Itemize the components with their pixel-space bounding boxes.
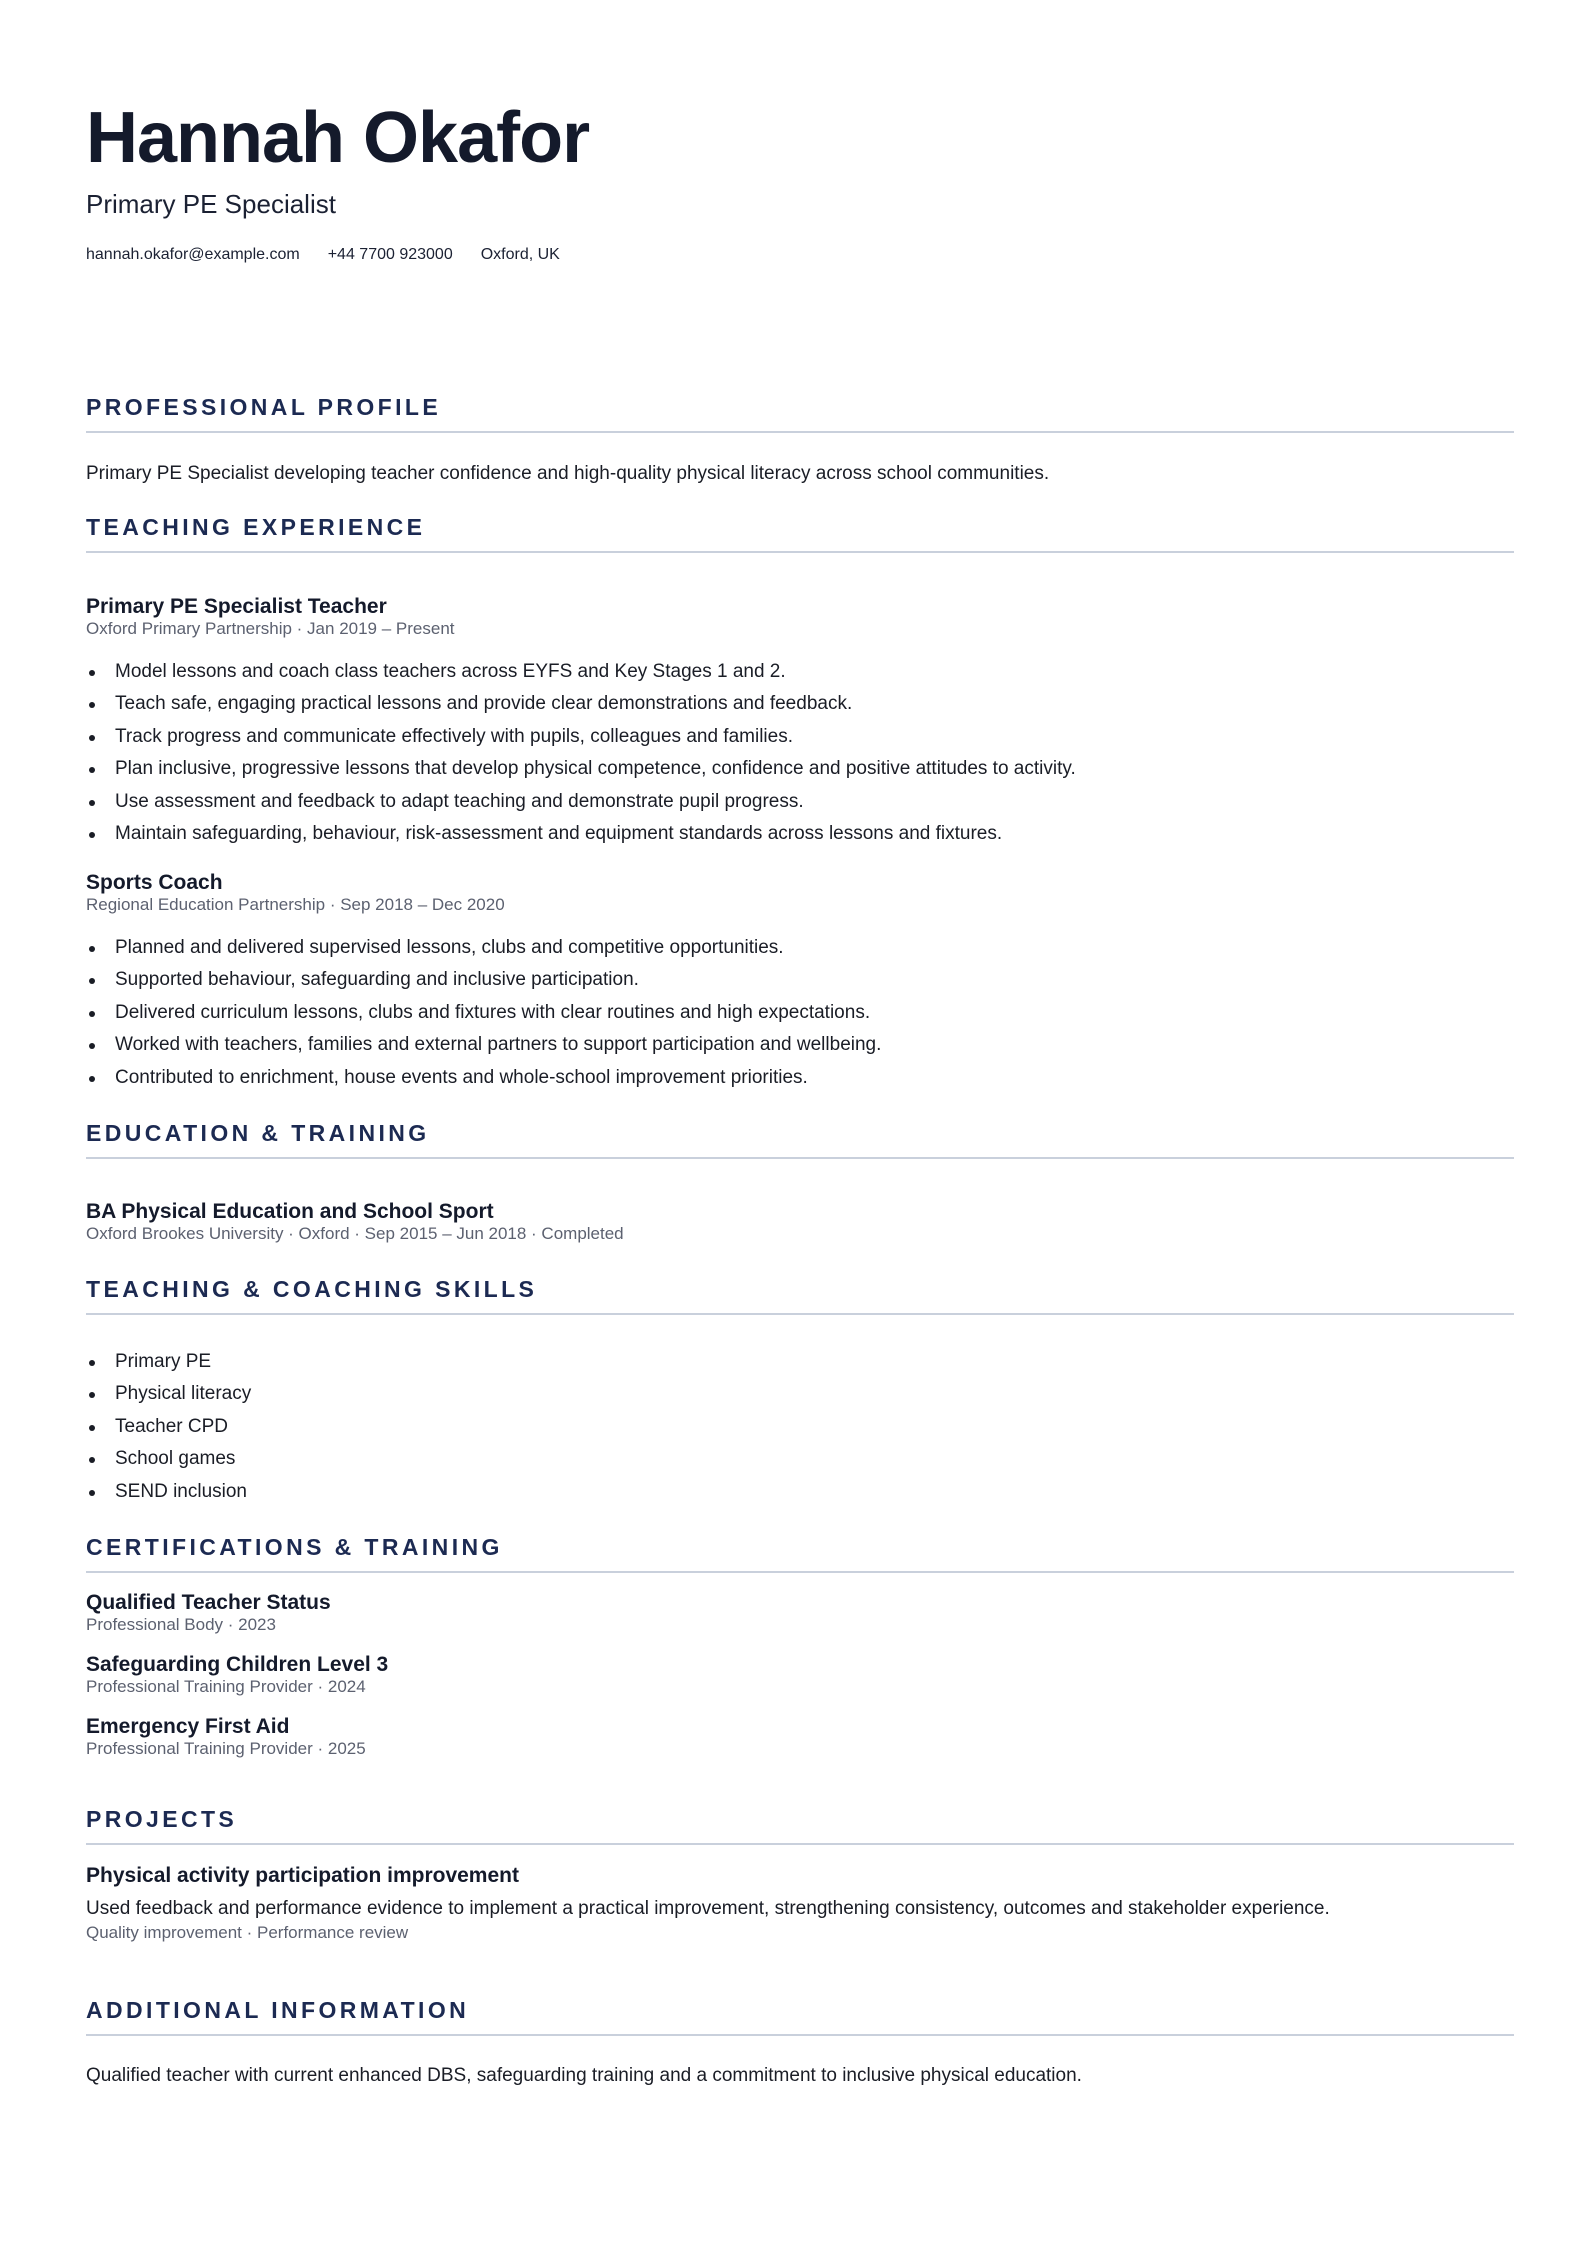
candidate-title: Primary PE Specialist (86, 189, 336, 219)
section-heading-skills: TEACHING & COACHING SKILLS (86, 1276, 538, 1302)
section-heading-certifications: CERTIFICATIONS & TRAINING (86, 1534, 503, 1560)
list-item: Planned and delivered supervised lessons, clubs and competitive opportunities. (86, 932, 881, 964)
section-heading-experience: TEACHING EXPERIENCE (86, 514, 426, 540)
job-bullet-list (86, 932, 881, 1094)
list-item: Track progress and communicate effectively with pupils, colleagues and families. (86, 721, 1076, 753)
certification-name: Safeguarding Children Level 3 (86, 1653, 389, 1676)
job-title: Sports Coach (86, 871, 223, 894)
job-meta: Regional Education Partnership · Sep 2018 – Dec 2020 (86, 895, 505, 914)
certification-name: Emergency First Aid (86, 1715, 290, 1738)
contact-email[interactable]: hannah.okafor@example.com (86, 246, 300, 263)
candidate-name: Hannah Okafor (86, 98, 590, 178)
section-heading-education: EDUCATION & TRAINING (86, 1120, 430, 1146)
project-tags: Quality improvement · Performance review (86, 1923, 409, 1942)
section-divider (86, 1313, 1514, 1315)
certification-meta: Professional Training Provider · 2025 (86, 1739, 366, 1758)
skill-item: School games (86, 1443, 251, 1475)
section-heading-projects: PROJECTS (86, 1806, 238, 1832)
additional-text: Qualified teacher with current enhanced DBS, safeguarding training and a commitment to inclusive physical education. (86, 2065, 1082, 2086)
list-item: Delivered curriculum lessons, clubs and fixtures with clear routines and high expectations. (86, 997, 881, 1029)
contact-location: Oxford, UK (480, 246, 560, 263)
contact-line (86, 245, 560, 265)
skill-item: SEND inclusion (86, 1476, 251, 1508)
section-divider (86, 2034, 1514, 2036)
list-item: Worked with teachers, families and external partners to support participation and wellbeing. (86, 1029, 881, 1061)
skill-item: Teacher CPD (86, 1411, 251, 1443)
section-heading-additional: ADDITIONAL INFORMATION (86, 1997, 470, 2023)
job-bullet-list (86, 656, 1076, 850)
section-divider (86, 431, 1514, 433)
certification-meta: Professional Training Provider · 2024 (86, 1677, 366, 1696)
certification-meta: Professional Body · 2023 (86, 1615, 276, 1634)
skill-item: Physical literacy (86, 1378, 251, 1410)
list-item: Supported behaviour, safeguarding and inclusive participation. (86, 964, 881, 996)
list-item: Maintain safeguarding, behaviour, risk-assessment and equipment standards across lessons and fixtures. (86, 818, 1076, 850)
degree-title: BA Physical Education and School Sport (86, 1200, 494, 1223)
project-title: Physical activity participation improvement (86, 1864, 519, 1887)
list-item: Teach safe, engaging practical lessons and provide clear demonstrations and feedback. (86, 688, 1076, 720)
certification-name: Qualified Teacher Status (86, 1591, 331, 1614)
job-title: Primary PE Specialist Teacher (86, 595, 387, 618)
profile-text: Primary PE Specialist developing teacher confidence and high-quality physical literacy across school communities. (86, 463, 1050, 484)
section-divider (86, 551, 1514, 553)
skills-list (86, 1346, 251, 1508)
list-item: Use assessment and feedback to adapt teaching and demonstrate pupil progress. (86, 786, 1076, 818)
section-divider (86, 1843, 1514, 1845)
list-item: Contributed to enrichment, house events and whole-school improvement priorities. (86, 1062, 881, 1094)
section-divider (86, 1157, 1514, 1159)
section-divider (86, 1571, 1514, 1573)
contact-phone[interactable]: +44 7700 923000 (327, 246, 453, 263)
skill-item: Primary PE (86, 1346, 251, 1378)
degree-meta: Oxford Brookes University · Oxford · Sep 2015 – Jun 2018 · Completed (86, 1224, 624, 1243)
list-item: Plan inclusive, progressive lessons that develop physical competence, confidence and positive attitudes to activity. (86, 753, 1076, 785)
section-heading-profile: PROFESSIONAL PROFILE (86, 394, 442, 420)
list-item: Model lessons and coach class teachers across EYFS and Key Stages 1 and 2. (86, 656, 1076, 688)
job-meta: Oxford Primary Partnership · Jan 2019 – Present (86, 619, 455, 638)
project-description: Used feedback and performance evidence to implement a practical improvement, strengthening consistency, outcomes and stakeholder experience. (86, 1898, 1330, 1919)
